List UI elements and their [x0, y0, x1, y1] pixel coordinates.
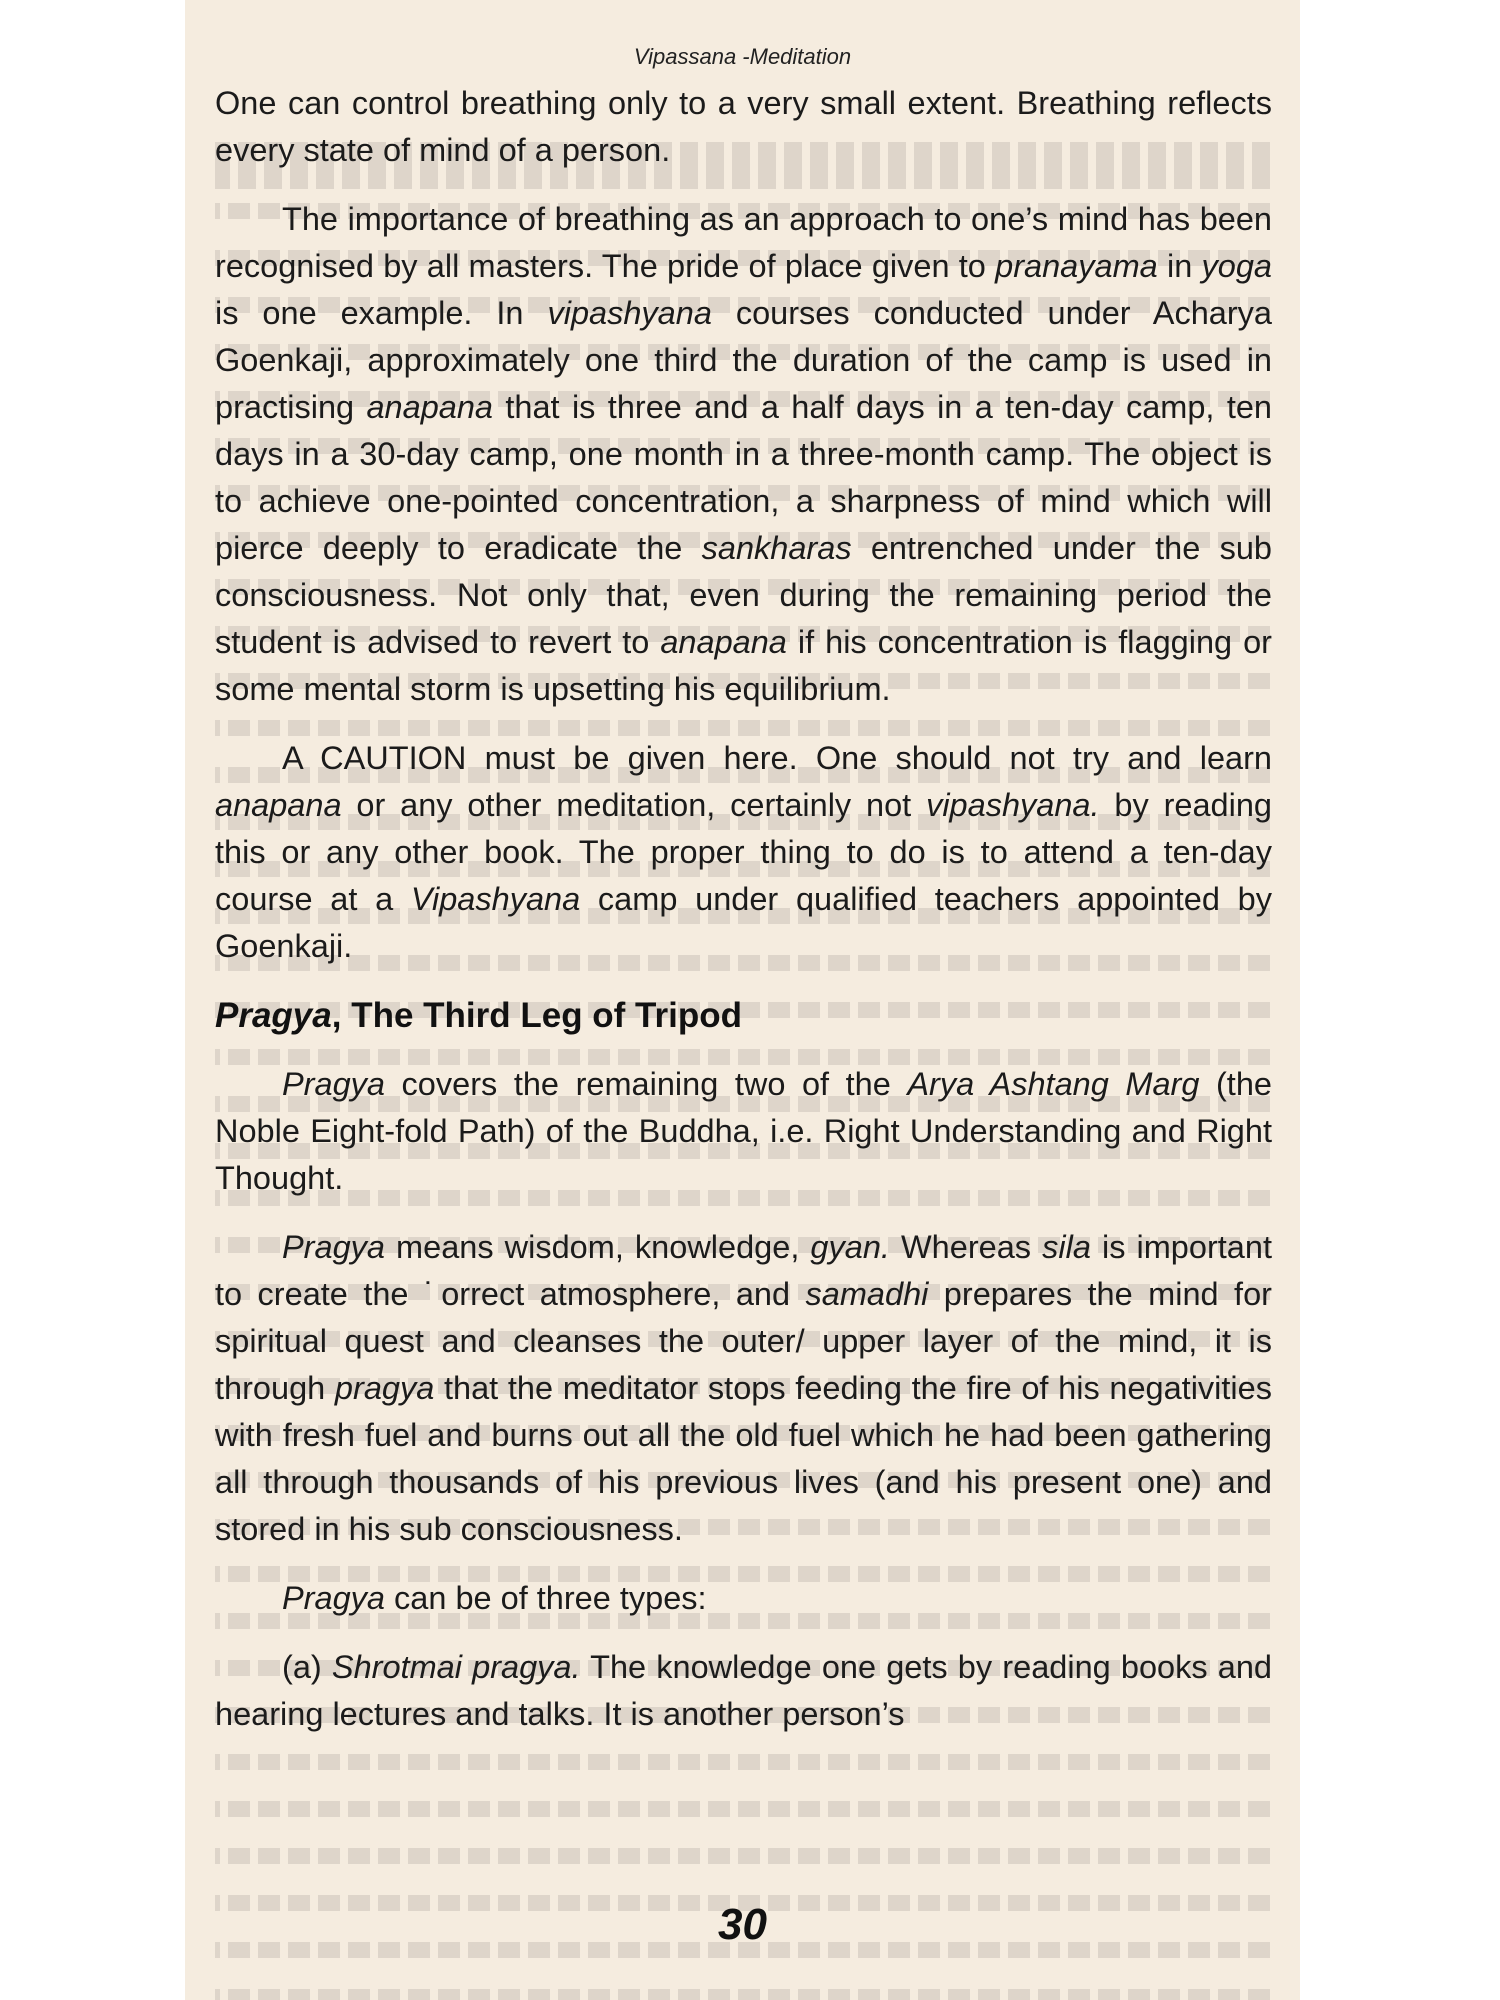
text-run: is important to create the ˙orrect atmosphere, and: [215, 1229, 1272, 1312]
paragraph-3: [215, 735, 1272, 970]
emphasis: samadhi: [805, 1276, 929, 1312]
text-run: Whereas: [889, 1229, 1043, 1265]
emphasis: Pragya: [282, 1066, 385, 1102]
text-run: if his concentration is flagging or some mental storm is upsetting his equilibrium.: [215, 624, 1272, 707]
emphasis: Shrotmai pragya.: [331, 1649, 581, 1685]
text-run: The importance of breathing as an approach to one’s mind has been recognised by all masters. The pride of place given to: [215, 201, 1272, 284]
text-run: (a): [282, 1649, 332, 1685]
emphasis: gyan.: [810, 1229, 890, 1265]
text-run: (the Noble Eight-fold Path) of the Buddha, i.e. Right Understanding and Right Thought.: [215, 1066, 1272, 1196]
text-run: courses conducted under Acharya Goenkaji, approximately one third the duration of the camp is used in practising: [215, 295, 1273, 425]
emphasis: pranayama: [995, 248, 1158, 284]
text-run: One can control breathing only to a very small extent. Breathing reflects every state of mind of a person.: [215, 85, 1272, 168]
text-run: that is three and a half days in a ten-day camp, ten days in a 30-day camp, one month in a three-month camp. The object is to achieve one-pointed concentration, a sharpness of mind which will pierce deeply to eradicate the: [215, 389, 1272, 566]
text-run: is one example. In: [215, 295, 548, 331]
emphasis: yoga: [1201, 248, 1272, 284]
emphasis: Pragya: [282, 1580, 385, 1616]
emphasis: sila: [1042, 1229, 1091, 1265]
emphasis: vipashyana.: [926, 787, 1100, 823]
paragraph-5: [215, 1224, 1272, 1553]
paragraph-6: [215, 1575, 1272, 1622]
text-run: means wisdom, knowledge,: [384, 1229, 811, 1265]
paragraph-2: [215, 196, 1272, 713]
text-run: prepares the mind for spiritual quest and cleanses the outer/ upper layer of the mind, it is through: [215, 1276, 1272, 1406]
running-head: Vipassana -Meditation: [633, 44, 852, 69]
heading-emphasis: Pragya: [215, 996, 332, 1035]
emphasis: anapana: [366, 389, 493, 425]
emphasis: Arya Ashtang Marg: [907, 1066, 1200, 1102]
text-run: that the meditator stops feeding the fire of his negativities with fresh fuel and burns out all the old fuel which he had been gathering all through thousands of his previous lives (and his present one) and stored in his sub consciousness.: [215, 1370, 1272, 1547]
emphasis: pragya: [334, 1370, 435, 1406]
text-run: A CAUTION must be given here. One should not try and learn: [282, 740, 1272, 776]
section-heading: [215, 992, 1272, 1039]
page-number: 30: [718, 1900, 767, 1949]
emphasis: Vipashyana: [410, 881, 581, 917]
text-run: by reading this or any other book. The proper thing to do is to attend a ten-day course at a: [215, 787, 1272, 917]
body-text: [215, 80, 1272, 1738]
emphasis: anapana: [660, 624, 787, 660]
text-run: camp under qualified teachers appointed by Goenkaji.: [215, 881, 1272, 964]
heading-text: , The Third Leg of Tripod: [331, 996, 742, 1035]
text-run: in: [1157, 248, 1202, 284]
text-run: can be of three types:: [384, 1580, 707, 1616]
emphasis: anapana: [215, 787, 342, 823]
emphasis: vipashyana: [547, 295, 712, 331]
paragraph-1: [215, 80, 1272, 174]
emphasis: sankharas: [701, 530, 852, 566]
book-page: [185, 0, 1300, 2000]
paragraph-7: [215, 1644, 1272, 1738]
text-run: or any other meditation, certainly not: [341, 787, 927, 823]
text-run: covers the remaining two of the: [384, 1066, 908, 1102]
paragraph-4: [215, 1061, 1272, 1202]
emphasis: Pragya: [282, 1229, 385, 1265]
text-run: entrenched under the sub consciousness. Not only that, even during the remaining period the student is advised to revert to: [215, 530, 1272, 660]
text-run: The knowledge one gets by reading books and hearing lectures and talks. It is another person’s: [215, 1649, 1273, 1732]
